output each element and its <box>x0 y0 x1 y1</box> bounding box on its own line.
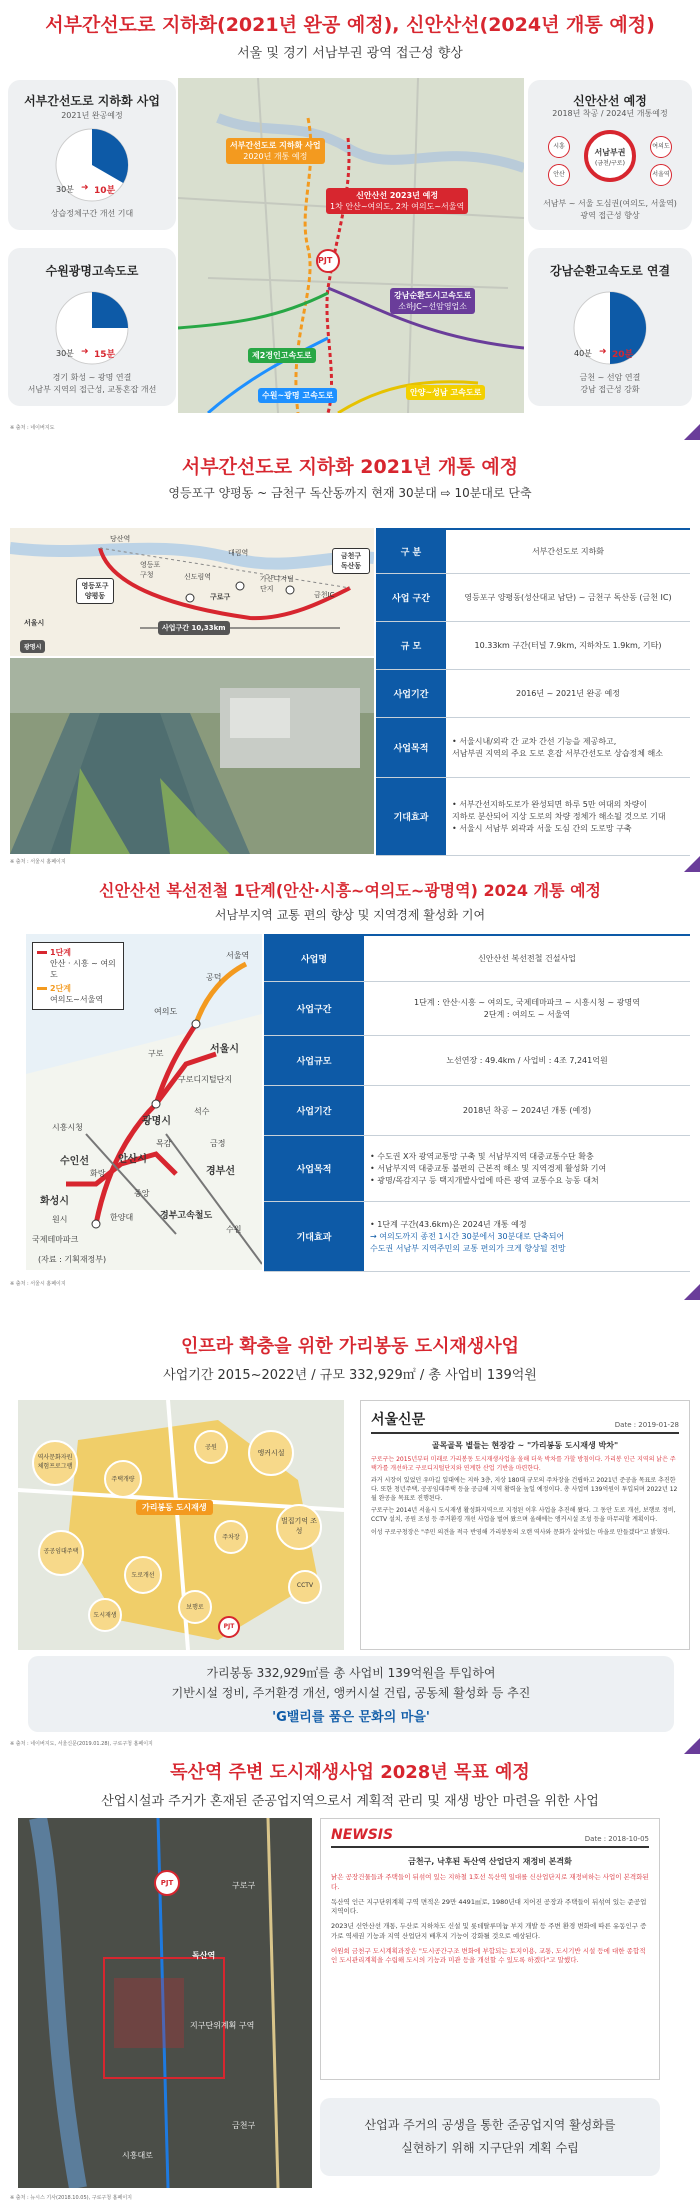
map-label: 국제테마파크 <box>32 1235 79 1244</box>
table-row: 사업명 신안산선 복선전철 건설사업 <box>264 936 690 982</box>
news-paragraph: 과거 시장이 있었던 우마길 일대에는 지하 3층, 지상 180대 규모의 주차장을 건립하고 2021년 준공을 목표로 추진한다. 또한 청년주택, 공공임대주택 등을 공급해 지역 활력을 높일 예정이다. 총 사업비 139억원이 투입되며 2022년 12월 완공을 목표로 진행된다. <box>371 1477 678 1502</box>
corner-accent <box>684 1284 700 1300</box>
feature-circle: 주차장 <box>214 1520 248 1554</box>
news-paragraph: 구로구는 2015년부터 미래로 가리봉동 도시재생사업을 올해 더욱 박차를 가할 방침이다. 가리봉 인근 지역의 낡은 주택가를 개선하고 구로디지털단지와 연계한 산업 기반을 마련한다. <box>371 1456 676 1472</box>
map-label-westbound-road: 서부간선도로 지하화 사업 2020년 개통 예정 <box>226 138 325 164</box>
map-label: 공덕 <box>206 973 222 982</box>
section-infra-overview <box>0 0 700 440</box>
corner-accent <box>684 424 700 440</box>
news-logo: NEWSIS <box>331 1827 394 1843</box>
news-paragraph: 2023년 신안산선 개통, 두산로 지하차도 신설 및 롯데탈루미늄 부지 개발 등 주변 환경 변화에 따른 유동인구 증가로 역세권 기능과 지역 산업단지 배후지 기능이 강화될 것으로 예상된다. <box>331 1922 647 1940</box>
box-desc-2: 서남부 지역의 접근성, 교통혼잡 개선 <box>27 385 157 394</box>
feature-circle: 벌집기억 조성 <box>276 1504 322 1550</box>
news-paragraph: 독산역 인근 지구단위계획 구역 면적은 29만 4491㎡로, 1980년대 지어진 공장과 주택들이 뒤섞여 있는 준공업지역이다. <box>331 1897 647 1916</box>
map-label: 수원 <box>226 1225 242 1234</box>
arrow-icon: ➜ <box>599 347 607 357</box>
box-sub: 2018년 착공 / 2024년 개통예정 <box>552 109 668 118</box>
map-label-suwon-gwangmyeong: 수원~광명 고속도로 <box>258 388 337 403</box>
news-paragraph: 구로구는 2014년 서울시 도시재생 활성화지역으로 지정된 이후 사업을 추진해 왔다. 그 동안 도로 개선, 보행로 정비, CCTV 설치, 공원 조성 등 주거환경 개선 사업을 벌여 왔으며 올해에는 앵커시설 조성 등을 마무리할 계획이다. <box>371 1507 676 1524</box>
node-siheung: 시흥 <box>548 136 570 158</box>
source-note: ※ 출처 : 서울시 홈페이지 <box>10 859 66 865</box>
map-label: 구로구 <box>232 1881 256 1890</box>
box-sub: 2021년 완공예정 <box>61 111 123 120</box>
news-headline: 골목골목 볕들는 현장감 ~ "가리봉동 도시재생 박차" <box>431 1441 619 1450</box>
section-subtitle: 사업기간 2015~2022년 / 규모 332,929㎡ / 총 사업비 139억원 <box>163 1368 537 1383</box>
map-label-daerim: 대림역 <box>228 549 249 557</box>
news-paragraph: 이원희 금천구 도시계획과장은 "도시공간구조 변화에 부합되는 토지이용, 교통, 도시기반 시설 등에 대한 종합적인 도시관리계획을 수립해 도시의 기능과 미관 등을 개선할 수 있도록 하겠다"고 말했다. <box>331 1946 646 1965</box>
map-label-2nd-gyeongin: 제2경인고속도로 <box>248 348 316 363</box>
map-label: 서울역 <box>226 951 250 960</box>
map-label: 화랑 <box>90 1169 106 1178</box>
table-row: 규 모 10.33km 구간(터널 7.9km, 지하차도 1.9km, 기타) <box>376 622 690 670</box>
info-box-gangnam-ring <box>528 248 692 406</box>
feature-circle: 보행로 <box>178 1590 212 1624</box>
feature-label-center: 가리봉동 도시재생 <box>136 1500 213 1515</box>
table-row: 기대효과 • 서부간선지하도로가 완성되면 하루 5만 여대의 차량이 지하로 분산되어 지상 도로의 차량 정체가 해소될 것으로 기대 • 서울시 서남부 외곽과 서울 도심 간의 도로망 구축 <box>376 778 690 856</box>
feature-circle: 공원 <box>194 1430 228 1464</box>
sinansan-route-map <box>26 934 262 1270</box>
map-label-doksan: 금천구 독산동 <box>332 548 370 574</box>
box-desc-1: 서남부 ~ 서울 도심권(여의도, 서울역) <box>543 199 677 208</box>
map-label-dangsan: 당산역 <box>110 535 131 543</box>
section-garibong <box>0 1322 700 1754</box>
map-label: 여의도 <box>154 1007 178 1016</box>
center-circle: 서남부권 (금천/구로) <box>584 130 636 182</box>
map-label: 구로디지털단지 <box>178 1075 233 1084</box>
box-title: 서부간선도로 지하화 사업 <box>24 94 160 108</box>
table-row: 사업기간 2016년 ~ 2021년 완공 예정 <box>376 670 690 718</box>
map-label-ydp-office: 영등포구청 <box>140 561 161 579</box>
map-label-gasan: 가산디지털단지 <box>260 575 294 593</box>
map-label: 금정 <box>210 1139 226 1148</box>
feature-circle: CCTV <box>288 1570 322 1604</box>
pjt-pin: PJT <box>218 1616 240 1638</box>
info-box-sinansan <box>528 80 692 230</box>
box-title: 수원광명고속도로 <box>45 264 139 278</box>
garibong-map <box>18 1400 344 1650</box>
project-table <box>264 934 690 1272</box>
source-note: ※ 출처 : 네이버지도 <box>10 425 55 431</box>
node-ansan: 안산 <box>548 164 570 186</box>
section-sinansan <box>0 872 700 1322</box>
feature-circle: 역사문화자원 체험프로그램 <box>32 1440 78 1486</box>
news-date: Date : 2019-01-28 <box>614 1421 679 1429</box>
info-box-westbound-road <box>8 80 176 230</box>
box-title: 강남순환고속도로 연결 <box>549 264 671 278</box>
map-label: 광명시 <box>142 1116 171 1127</box>
section-westbound-road <box>0 440 700 872</box>
map-label: 한양대 <box>110 1213 134 1222</box>
map-label: 구로 <box>148 1049 164 1058</box>
section-title: 독산역 주변 도시재생사업 2028년 목표 예정 <box>170 1762 530 1783</box>
map-label: 목감 <box>156 1139 172 1148</box>
table-row: 구 분 서부간선도로 지하화 <box>376 530 690 574</box>
box-desc-2: 강남 접근성 강화 <box>580 385 640 394</box>
arrow-icon: ➜ <box>81 183 89 193</box>
time-from: 30분 <box>56 185 74 194</box>
map-label-seoul: 서울시 <box>24 619 45 627</box>
map-label: 안산시 <box>118 1154 147 1165</box>
node-yeouido: 여의도 <box>650 136 672 158</box>
map-label: 수인선 <box>60 1156 89 1167</box>
map-label: 경부고속철도 <box>160 1211 213 1221</box>
node-seoul-station: 서울역 <box>650 164 672 186</box>
map-label-yangpyeong: 영등포구 양평동 <box>76 578 114 604</box>
map-label: 시흥시청 <box>52 1123 83 1132</box>
map-label-gangnam-ring: 강남순환도시고속도로 소하JC~선암영업소 <box>390 288 475 314</box>
pjt-pin: PJT <box>154 1870 180 1896</box>
news-paragraph: 낡은 공장건물들과 주택들이 뒤섞여 있는 지하철 1호선 독산역 일대를 신산업단지로 재정비하는 사업이 본격화된다. <box>331 1873 649 1891</box>
time-from: 30분 <box>56 349 74 358</box>
map-label: 독산역 <box>192 1951 216 1960</box>
feature-circle: 앵커시설 <box>248 1430 294 1476</box>
project-table <box>376 528 690 856</box>
map-label-sinansan: 신안산선 2023년 예정 1차 안산~여의도, 2차 여의도~서울역 <box>326 188 468 214</box>
section-title: 서부간선도로 지하화(2021년 완공 예정), 신안산선(2024년 개통 예정) <box>45 14 655 36</box>
map-label: 시흥대로 <box>122 2151 153 2160</box>
section-title: 인프라 확충을 위한 가리봉동 도시재생사업 <box>180 1336 520 1357</box>
news-date: Date : 2018-10-05 <box>584 1835 649 1843</box>
map-label: 중앙 <box>134 1189 150 1198</box>
table-row: 사업기간 2018년 착공 ~ 2024년 개통 (예정) <box>264 1086 690 1136</box>
map-label: 지구단위계획 구역 <box>190 2021 255 2030</box>
section-doksan <box>0 1754 700 2210</box>
box-desc: 상습정체구간 개선 기대 <box>50 209 134 218</box>
table-row: 사업목적 • 수도권 X자 광역교통망 구축 및 서남부지역 대중교통수단 확충 • 서남부지역 대중교통 불편의 근본적 해소 및 지역경제 활성화 기여 • 광명/목감지구 등 택지개발사업에 따른 광역 교통수요 능동 대처 <box>264 1136 690 1202</box>
feature-circle: 공공임대주택 <box>38 1530 84 1576</box>
map-label-gwangmyeong: 광명시 <box>20 640 45 653</box>
table-row: 기대효과 • 1단계 구간(43.6km)은 2024년 개통 예정 → 여의도까지 종전 1시간 30분에서 30분대로 단축되어 수도권 서남부 지역주민의 교통 편의가 크게 향상될 전망 <box>264 1202 690 1272</box>
time-to: 15분 <box>94 350 116 360</box>
news-card <box>360 1400 690 1650</box>
map-label-guro: 구로구 <box>210 593 231 601</box>
section-subtitle: 산업시설과 주거가 혼재된 준공업지역으로서 계획적 관리 및 재생 방안 마련을 위한 사업 <box>101 1794 599 1809</box>
corner-accent <box>684 856 700 872</box>
news-paragraph: 이성 구로구청장은 "주민 의견을 적극 반영해 가리봉동의 오랜 역사와 문화가 살아있는 마을로 만들겠다"고 밝혔다. <box>371 1528 670 1536</box>
map-label: 화성시 <box>40 1196 69 1207</box>
feature-circle: 도로개선 <box>124 1556 162 1594</box>
map-label: 금천구 <box>232 2121 256 2130</box>
map-label: 경부선 <box>206 1166 235 1177</box>
route-legend: 1단계 안산 · 시흥 ~ 여의도 2단계 여의도~서울역 <box>32 942 124 1010</box>
map-label: 석수 <box>194 1107 210 1116</box>
map-label-section-length: 사업구간 10,33km <box>158 621 230 635</box>
summary-box: 산업과 주거의 공생을 통한 준공업지역 활성화를 실현하기 위해 지구단위 계획 수립 <box>320 2098 660 2176</box>
news-logo: 서울신문 <box>371 1412 426 1428</box>
source-note: ※ 출처 : 서울시 홈페이지 <box>10 1281 66 1287</box>
time-from: 40분 <box>574 349 592 358</box>
source-note: ※ 출처 : 뉴시스 기사(2018.10.05), 구로구청 홈페이지 <box>10 2195 132 2201</box>
summary-box: 가리봉동 332,929㎡를 총 사업비 139억원을 투입하여 기반시설 정비, 주거환경 개선, 앵커시설 건립, 공동체 활성화 등 추진 'G밸리를 품은 문화의 마을' <box>28 1656 674 1732</box>
box-desc-2: 광역 접근성 향상 <box>580 211 640 220</box>
feature-circle: 주택개량 <box>104 1460 142 1498</box>
corner-accent <box>684 1738 700 1754</box>
pjt-pin-label: PJT <box>318 256 333 265</box>
table-row: 사업구간 1단계 : 안산·시흥 ~ 여의도, 국제테마파크 ~ 시흥시청 ~ 광명역 2단계 : 여의도 ~ 서울역 <box>264 982 690 1036</box>
map-label: 원시 <box>52 1215 68 1224</box>
region-map <box>178 78 524 413</box>
route-map <box>10 528 374 656</box>
box-title: 신안산선 예정 <box>573 94 647 108</box>
satellite-map <box>18 1818 312 2188</box>
aerial-photo <box>10 658 374 854</box>
news-card <box>320 1818 660 2080</box>
section-subtitle: 서울 및 경기 서남부권 광역 접근성 향상 <box>237 46 463 61</box>
info-box-suwon-gwangmyeong <box>8 248 176 406</box>
source-note: ※ 출처 : 네이버지도, 서울신문(2019.01.28), 구로구청 홈페이지 <box>10 1741 153 1747</box>
table-row: 사업 구간 영등포구 양평동(성산대교 남단) ~ 금천구 독산동 (금천 IC) <box>376 574 690 622</box>
table-row: 사업규모 노선연장 : 49.4km / 사업비 : 4조 7,241억원 <box>264 1036 690 1086</box>
map-label: 서울시 <box>210 1044 239 1055</box>
aerial-photo-graphics <box>10 658 374 854</box>
section-subtitle: 서남부지역 교통 편의 향상 및 지역경제 활성화 기여 <box>214 908 486 922</box>
box-desc-1: 금천 ~ 선암 연결 <box>579 373 641 382</box>
section-title: 신안산선 복선전철 1단계(안산·시흥~여의도~광명역) 2024 개통 예정 <box>99 881 601 900</box>
region-map-graphics <box>178 78 524 413</box>
time-to: 20분 <box>612 350 634 360</box>
map-label-sindorim: 신도림역 <box>184 573 212 581</box>
table-row: 사업목적 • 서울시내/외곽 간 교차 간선 기능을 제공하고, 서남부권 지역의 주요 도로 혼잡 서부간선도로 상습정체 해소 <box>376 718 690 778</box>
time-to: 10분 <box>94 186 116 196</box>
feature-circle: 도시재생 <box>88 1598 122 1632</box>
news-headline: 금천구, 낙후된 독산역 산업단지 재정비 본격화 <box>408 1857 572 1866</box>
section-title: 서부간선도로 지하화 2021년 개통 예정 <box>181 456 519 478</box>
map-label-geumcheon-ic: 금천IC <box>314 591 335 599</box>
arrow-icon: ➜ <box>81 347 89 357</box>
box-desc-1: 경기 화성 ~ 광명 연결 <box>52 373 132 382</box>
map-label-anyang-seongnam: 안양~성남 고속도로 <box>406 385 485 400</box>
section-subtitle: 영등포구 양평동 ~ 금천구 독산동까지 현재 30분대 ⇨ 10분대로 단축 <box>168 486 532 500</box>
map-source: (자료 : 기획재정부) <box>38 1255 107 1264</box>
